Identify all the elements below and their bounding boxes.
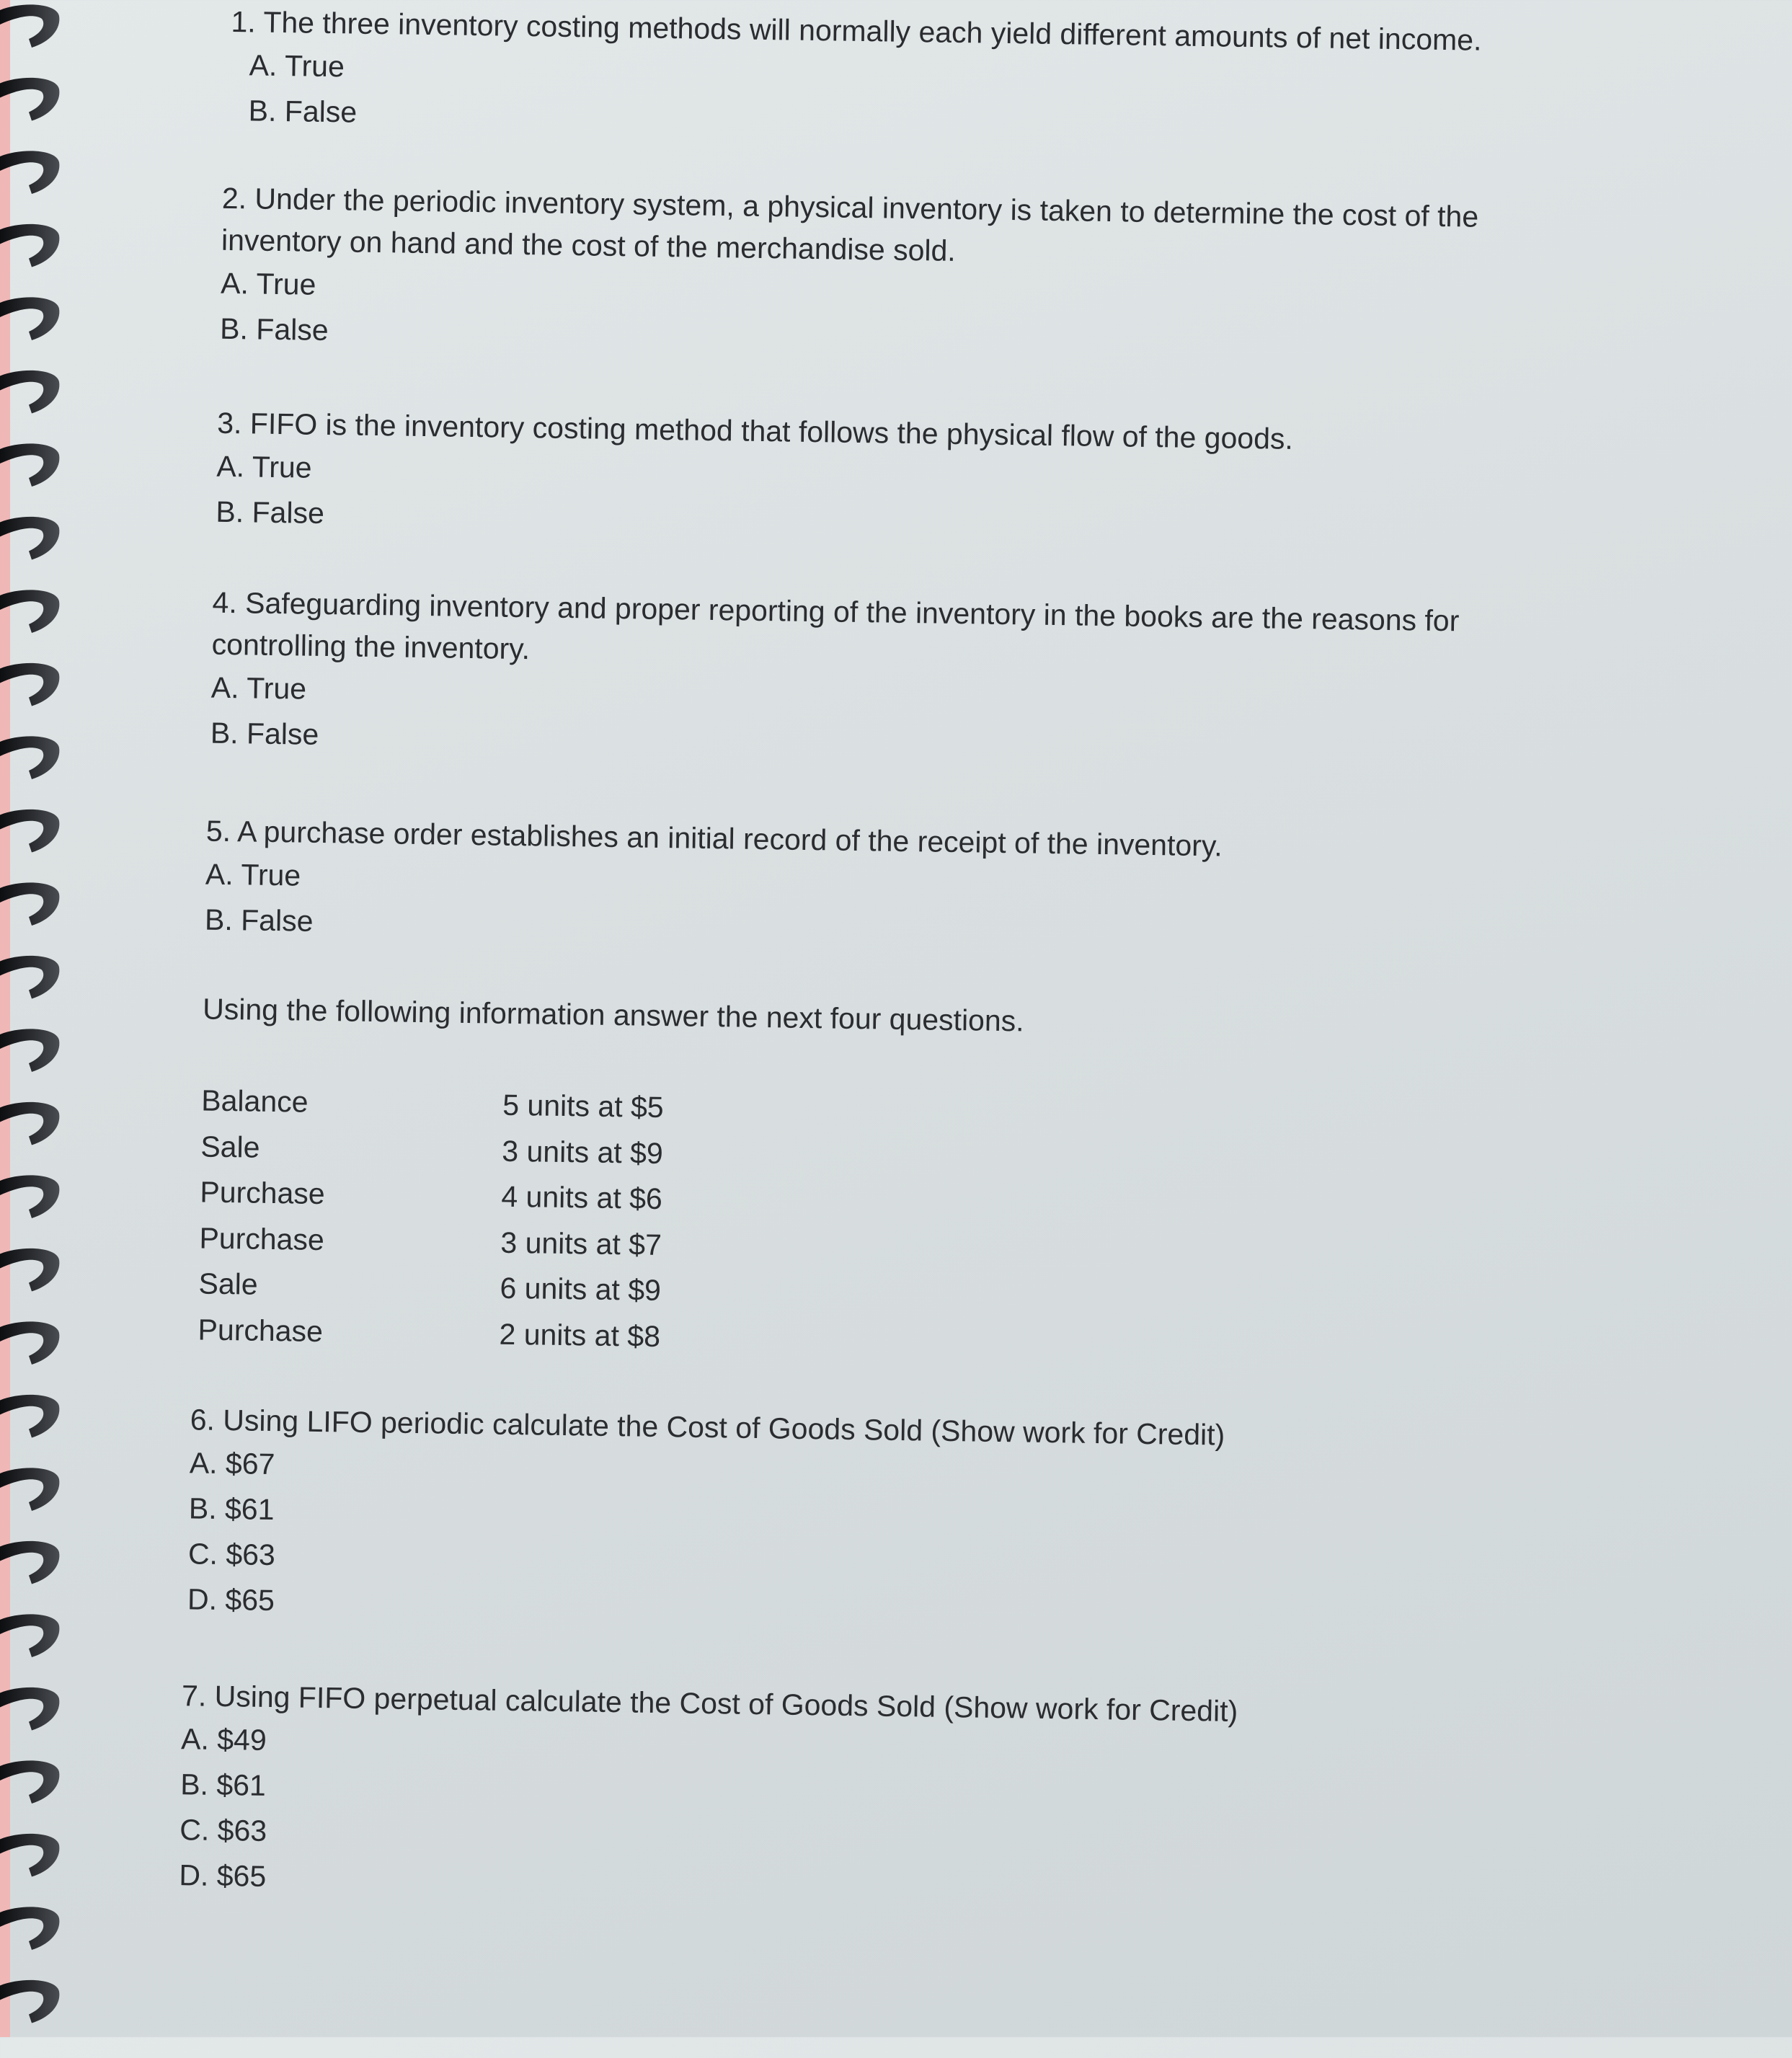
row-label: Purchase <box>199 1221 325 1256</box>
row-label: Sale <box>200 1130 260 1164</box>
table-row <box>198 1307 660 1360</box>
question-2-option-a[interactable]: A. True <box>220 266 316 301</box>
inventory-table <box>198 1078 664 1360</box>
question-6 <box>160 1398 1576 1643</box>
worksheet-page <box>154 0 1625 2058</box>
row-value: 4 units at $6 <box>501 1179 663 1216</box>
table-row <box>201 1078 664 1131</box>
question-3 <box>176 402 1591 555</box>
table-row <box>199 1215 662 1268</box>
question-5-text: 5. A purchase order establishes an initial record of the receipt of the inventory. <box>205 814 1223 863</box>
table-row <box>200 1124 663 1176</box>
row-value: 3 units at $7 <box>500 1225 662 1261</box>
question-7-option-d[interactable]: D. $65 <box>179 1858 267 1893</box>
question-5-option-b[interactable]: B. False <box>204 902 314 938</box>
row-value: 3 units at $9 <box>502 1134 664 1170</box>
row-label: Purchase <box>200 1175 326 1211</box>
question-5 <box>170 810 1585 963</box>
spiral-binding <box>0 0 65 2037</box>
question-2 <box>179 177 1594 372</box>
question-4-option-b[interactable]: B. False <box>210 716 319 751</box>
row-label: Purchase <box>198 1313 324 1348</box>
table-row <box>198 1261 661 1314</box>
question-1-option-a[interactable]: A. True <box>249 48 345 84</box>
row-value: 2 units at $8 <box>499 1317 661 1353</box>
question-6-option-a[interactable]: A. $67 <box>189 1446 275 1481</box>
question-2-text: 2. Under the periodic inventory system, a physical inventory is taken to determine the cost of the inventory on hand and the cost of the merchandise sold. <box>221 181 1479 267</box>
question-1-text: 1. The three inventory costing methods will normally each yield different amounts of net income. <box>231 4 1482 57</box>
row-label: Balance <box>201 1083 309 1119</box>
instructions-text: Using the following information answer the next four questions. <box>202 992 1024 1038</box>
question-3-option-b[interactable]: B. False <box>216 494 325 530</box>
question-7-option-b[interactable]: B. $61 <box>179 1768 267 1802</box>
question-4-option-a[interactable]: A. True <box>210 670 307 706</box>
row-value: 5 units at $5 <box>502 1088 665 1125</box>
question-6-option-c[interactable]: C. $63 <box>187 1537 276 1572</box>
question-4 <box>172 581 1587 776</box>
question-1 <box>182 0 1597 154</box>
question-5-option-a[interactable]: A. True <box>205 857 301 892</box>
question-6-text: 6. Using LIFO periodic calculate the Cost of Goods Sold (Show work for Credit) <box>190 1403 1225 1452</box>
question-7 <box>156 1675 1571 1919</box>
question-3-text: 3. FIFO is the inventory costing method that follows the physical flow of the goods. <box>216 406 1294 456</box>
row-label: Sale <box>198 1267 258 1301</box>
row-value: 6 units at $9 <box>500 1271 662 1308</box>
table-row <box>200 1170 662 1223</box>
question-7-text: 7. Using FIFO perpetual calculate the Cost of Goods Sold (Show work for Credit) <box>181 1679 1238 1728</box>
question-6-option-b[interactable]: B. $61 <box>188 1491 275 1527</box>
question-1-option-b[interactable]: B. False <box>248 94 358 129</box>
question-7-option-a[interactable]: A. $49 <box>180 1722 267 1757</box>
question-3-option-a[interactable]: A. True <box>216 449 312 484</box>
question-2-option-b[interactable]: B. False <box>219 311 329 347</box>
question-7-option-c[interactable]: C. $63 <box>179 1813 267 1848</box>
question-4-text: 4. Safeguarding inventory and proper reporting of the inventory in the books are the reasons for controlling the inventory. <box>211 585 1460 666</box>
question-6-option-d[interactable]: D. $65 <box>187 1582 275 1618</box>
